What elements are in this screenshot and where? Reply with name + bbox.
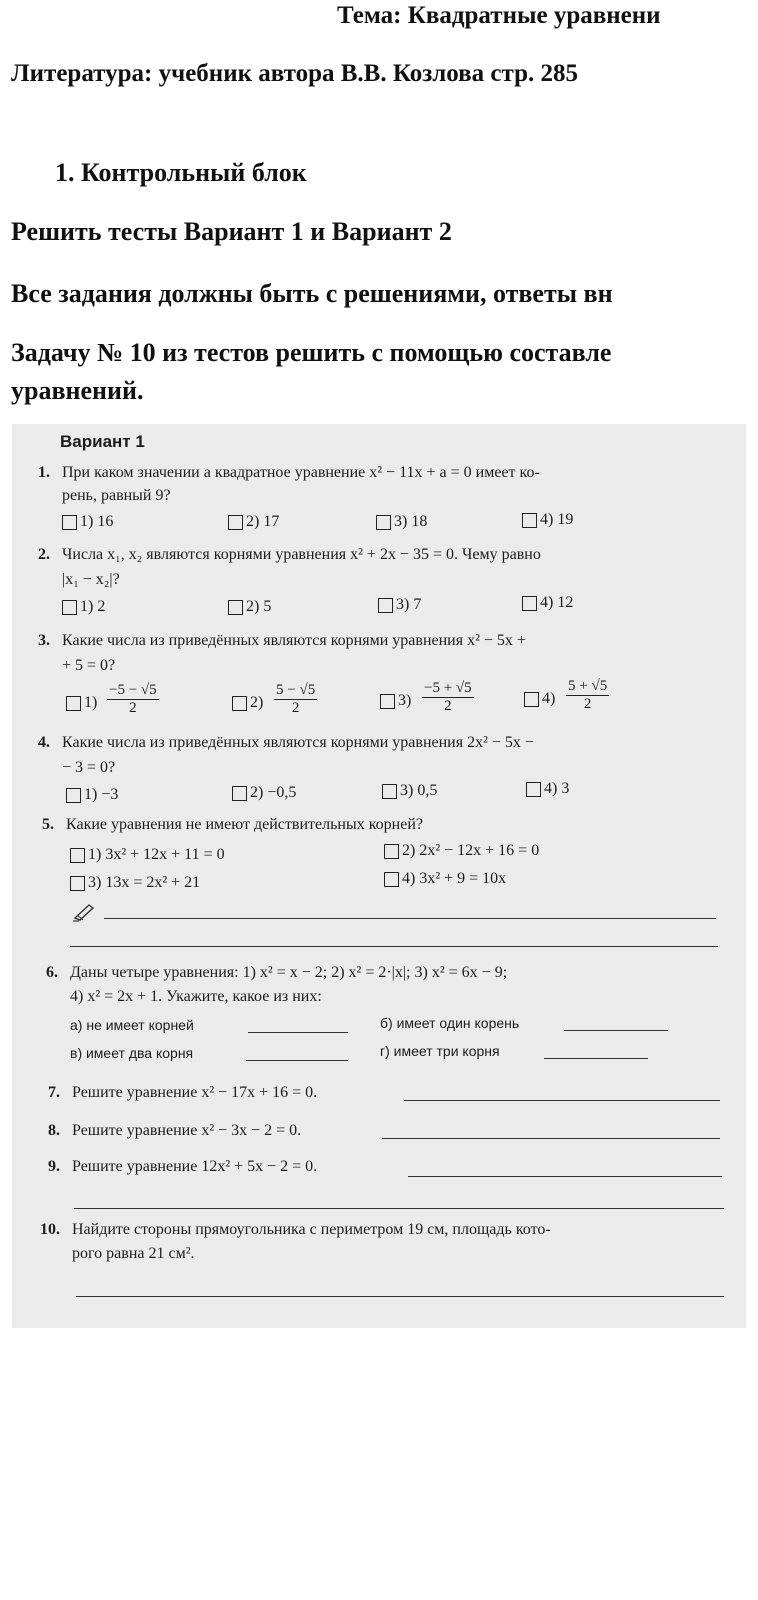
q1-option-4: 4) 19 [540, 511, 574, 528]
q1-text-cont: рень, равный 9? [62, 487, 171, 504]
q5-checkbox-3[interactable] [70, 876, 85, 891]
q5-option-1: 1) 3x² + 12x + 11 = 0 [88, 846, 225, 863]
q10-number: 10. [40, 1221, 60, 1238]
q3-option-1-label: 1) [84, 694, 98, 711]
q5-text: Какие уравнения не имеют действительных корней? [66, 816, 423, 833]
q1-text: При каком значении a квадратное уравнение x² − 11x + a = 0 имеет ко- [62, 464, 540, 481]
q1-option-3: 3) 18 [394, 513, 428, 530]
q4-checkbox-4[interactable] [526, 782, 541, 797]
q10-text-cont: рого равна 21 см². [72, 1245, 195, 1262]
q10-answer-line[interactable] [76, 1296, 724, 1297]
q4-checkbox-3[interactable] [382, 784, 397, 799]
q1-checkbox-3[interactable] [376, 515, 391, 530]
topic-heading: Тема: Квадратные уравнени [337, 2, 661, 29]
q8-answer-line[interactable] [382, 1138, 720, 1139]
solutions-instruction: Все задания должны быть с решениями, ответы вн [11, 279, 613, 308]
q5-checkbox-4[interactable] [384, 872, 399, 887]
literature-line: Литература: учебник автора В.В. Козлова стр. 285 [11, 60, 579, 87]
q9-answer-line-2[interactable] [74, 1208, 724, 1209]
q5-option-3: 3) 13x = 2x² + 21 [88, 874, 201, 891]
task10-instruction: Задачу № 10 из тестов решить с помощью составле [11, 338, 612, 367]
q3-text: Какие числа из приведённых являются корнями уравнения x² − 5x + [62, 632, 526, 649]
q4-text: Какие числа из приведённых являются корнями уравнения 2x² − 5x − [62, 734, 534, 751]
q6-item-a: а) не имеет корней [70, 1017, 194, 1033]
q6-text-cont: 4) x² = 2x + 1. Укажите, какое из них: [70, 988, 322, 1005]
q2-checkbox-4[interactable] [522, 596, 537, 611]
q3-option-2-denominator: 2 [291, 699, 300, 716]
q5-checkbox-2[interactable] [384, 844, 399, 859]
q3-option-3-denominator: 2 [444, 697, 452, 714]
q3-option-3-numerator: −5 + √5 [424, 680, 472, 696]
q2-checkbox-2[interactable] [228, 600, 243, 615]
q3-number: 3. [38, 632, 50, 649]
q2-option-3: 3) 7 [396, 596, 422, 613]
q6-answer-c[interactable] [246, 1060, 348, 1061]
control-block-heading: 1. Контрольный блок [55, 158, 307, 187]
q6-answer-b[interactable] [564, 1030, 668, 1031]
q6-item-d: г) имеет три корня [380, 1043, 500, 1059]
q3-text-cont: + 5 = 0? [62, 657, 116, 674]
q4-checkbox-2[interactable] [232, 786, 247, 801]
q10-text: Найдите стороны прямоугольника с периметром 19 см, площадь кото- [72, 1221, 551, 1238]
q9-number: 9. [48, 1158, 60, 1175]
test-sheet-scan [12, 424, 746, 1328]
q1-checkbox-2[interactable] [228, 515, 243, 530]
q8-number: 8. [48, 1122, 60, 1139]
q8-text: Решите уравнение x² − 3x − 2 = 0. [72, 1122, 302, 1139]
q6-answer-d[interactable] [544, 1058, 648, 1059]
task10-instruction-cont: уравнений. [11, 376, 144, 405]
q4-option-1: 1) −3 [84, 786, 119, 803]
q2-checkbox-3[interactable] [378, 598, 393, 613]
q3-checkbox-3[interactable] [380, 694, 395, 709]
q3-option-4-denominator: 2 [583, 695, 592, 712]
q4-option-3: 3) 0,5 [400, 782, 438, 799]
q6-item-c: в) имеет два корня [70, 1045, 194, 1061]
q2-option-4: 4) 12 [540, 594, 574, 611]
variant-title: Вариант 1 [60, 432, 145, 451]
q7-answer-line[interactable] [404, 1100, 720, 1101]
q2-number: 2. [38, 546, 50, 563]
q1-checkbox-1[interactable] [62, 515, 77, 530]
q5-answer-line-2[interactable] [70, 946, 718, 947]
q7-text: Решите уравнение x² − 17x + 16 = 0. [72, 1084, 318, 1101]
q5-number: 5. [42, 816, 54, 833]
q3-checkbox-4[interactable] [524, 692, 539, 707]
q4-text-cont: − 3 = 0? [62, 759, 116, 776]
q3-option-2-numerator: 5 − √5 [276, 682, 316, 698]
q3-checkbox-1[interactable] [66, 696, 81, 711]
q3-option-1-numerator: −5 − √5 [109, 682, 157, 698]
q3-option-2-label: 2) [250, 694, 264, 711]
q5-option-4: 4) 3x² + 9 = 10x [402, 870, 507, 887]
q4-option-2: 2) −0,5 [250, 784, 297, 801]
q1-option-2: 2) 17 [246, 513, 280, 530]
q6-number: 6. [46, 964, 58, 981]
q2-checkbox-1[interactable] [62, 600, 77, 615]
q7-number: 7. [48, 1084, 60, 1101]
q2-option-2: 2) 5 [246, 598, 272, 615]
q5-option-2: 2) 2x² − 12x + 16 = 0 [402, 842, 540, 859]
q6-text: Даны четыре уравнения: 1) x² = x − 2; 2) x² = 2·|x|; 3) x² = 6x − 9; [70, 964, 508, 981]
q1-number: 1. [38, 464, 50, 481]
q5-checkbox-1[interactable] [70, 848, 85, 863]
q9-answer-line[interactable] [408, 1176, 722, 1177]
q2-text-cont: |x₁ − x₂|? [62, 571, 120, 588]
q4-option-4: 4) 3 [544, 780, 570, 797]
q3-option-4-fraction [566, 678, 609, 712]
q9-text: Решите уравнение 12x² + 5x − 2 = 0. [72, 1158, 318, 1175]
q6-answer-a[interactable] [248, 1032, 348, 1033]
q3-option-2-fraction [274, 682, 317, 716]
tests-instruction: Решить тесты Вариант 1 и Вариант 2 [11, 217, 452, 246]
q3-checkbox-2[interactable] [232, 696, 247, 711]
q2-text: Числа x₁, x₂ являются корнями уравнения x² + 2x − 35 = 0. Чему равно [62, 546, 541, 563]
q1-checkbox-4[interactable] [522, 513, 537, 528]
q4-number: 4. [38, 734, 50, 751]
q3-option-4-label: 4) [542, 690, 556, 707]
q3-option-4-numerator: 5 + √5 [568, 678, 608, 694]
q4-checkbox-1[interactable] [66, 788, 81, 803]
q3-option-3-label: 3) [398, 692, 412, 709]
q1-option-1: 1) 16 [80, 513, 114, 530]
q3-option-1-fraction [107, 682, 159, 716]
q5-answer-line-1[interactable] [104, 918, 716, 919]
q6-item-b: б) имеет один корень [380, 1015, 520, 1031]
q3-option-3-fraction [422, 680, 474, 714]
pencil-icon [72, 902, 96, 922]
q3-option-1-denominator: 2 [129, 699, 137, 716]
q2-option-1: 1) 2 [80, 598, 106, 615]
